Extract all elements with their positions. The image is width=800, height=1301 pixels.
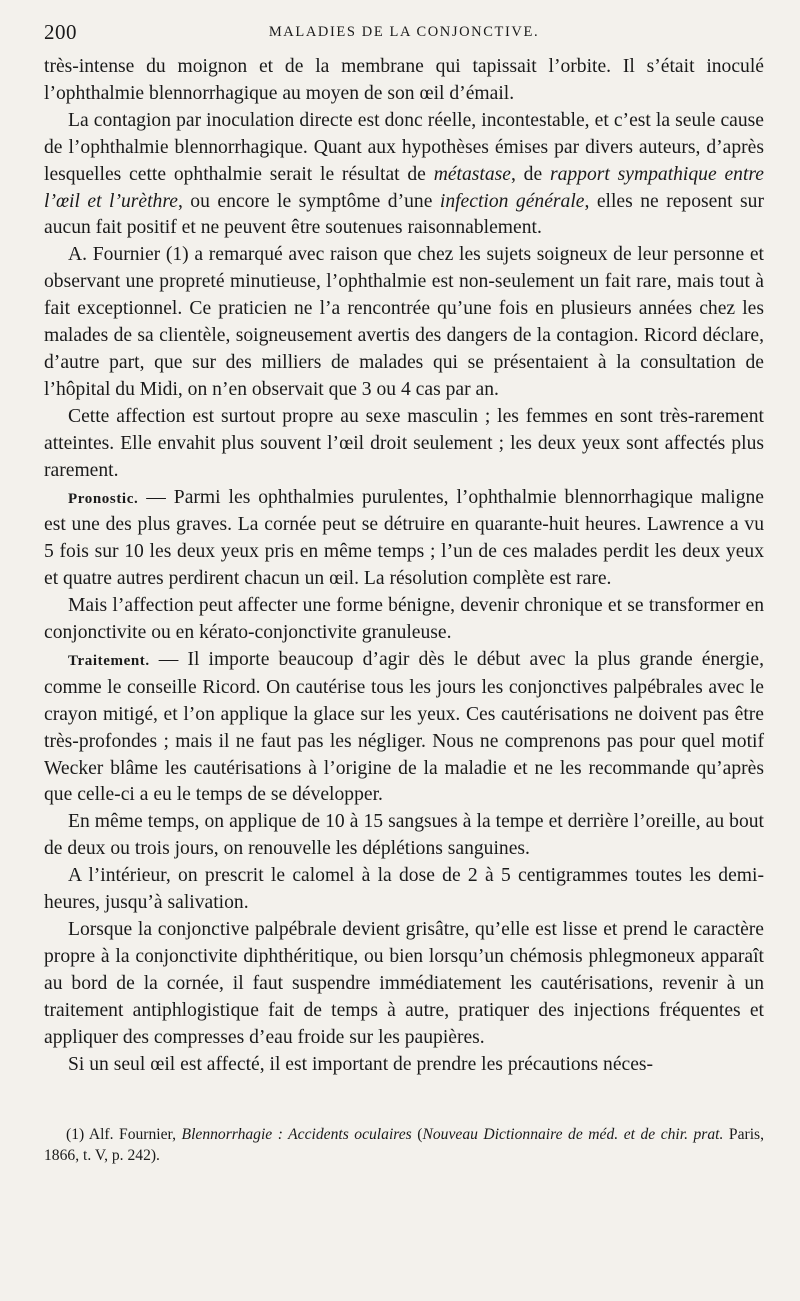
pronostic-heading: Pronostic. [68, 490, 139, 507]
footnote-text-c: Paris, 1866, t. V, p. 242). [44, 1126, 765, 1165]
pronostic-text: — Parmi les ophthalmies purulentes, l’ophthalmie blennorrhagique maligne est une des plus graves. La cornée peut se détruire en quarante-huit heures. Lawrence a vu 5 fois sur 10 les deux yeux pris en même temps ; l’un de ces malades perdit les deux yeux et quatre autres perdirent chacun un œil. La résolution complète est rare. [44, 486, 764, 590]
paragraph-2 [44, 108, 764, 243]
footnote-text-b: ( [411, 1126, 423, 1144]
footnote-italic-title: Blennorrhagie : Accidents oculaires [181, 1126, 412, 1144]
paragraph-2-italic-metastase: métastase [433, 163, 511, 185]
paragraph-2-italic-rapport: rapport sympathique entre l’œil et l’urèthre [44, 163, 764, 212]
paragraph-3: A. Fournier (1) a remarqué avec raison que chez les sujets soigneux de leur personne et observant une propreté minutieuse, l’ophthalmie est non-seulement un fait rare, mais tout à fait exceptionnel. Ce praticien ne l’a rencontrée qu’une fois en plusieurs années chez les malades de sa clientèle, soigneusement avertis des dangers de la contagion. Ricord déclare, d’autre part, que sur des milliers de malades qui se présentaient à la consultation de l’hôpital du Midi, on n’en observait que 3 ou 4 cas par an. [44, 244, 764, 400]
paragraph-2-text-d: , elles ne reposent sur aucun fait positif et ne peuvent être soutenues raisonnablement. [44, 190, 764, 239]
paragraph-2-text-c: , ou encore le symptôme d’une [177, 190, 440, 212]
paragraph-2-text-a: La contagion par inoculation directe est donc réelle, incontestable, et c’est la seule cause de l’ophthalmie blennorrhagique. Quant aux hypothèses émises par divers auteurs, d’après lesquelles cette ophthalmie serait le résultat de [44, 109, 764, 185]
body-text [44, 54, 764, 1078]
footnote [44, 1124, 764, 1166]
page-header [44, 14, 764, 48]
footnote-text-a: (1) Alf. Fournier, [66, 1126, 182, 1144]
paragraph-2-italic-infection: infection générale [439, 190, 585, 212]
paragraph-10: Lorsque la conjonctive palpébrale devient grisâtre, qu’elle est lisse et prend le caractère propre à la conjonctivite diphthéritique, ou bien lorsqu’un chémosis phlegmoneux apparaît au bord de la cornée, il faut suspendre immédiatement les cautérisations, revenir à un traitement antiphlogistique fait de temps à autre, pratiquer des injections fréquentes et appliquer des compresses d’eau froide sur les paupières. [44, 919, 764, 1048]
paragraph-9: A l’intérieur, on prescrit le calomel à la dose de 2 à 5 centigrammes toutes les demi-heures, jusqu’à salivation. [44, 865, 764, 914]
paragraph-1: très-intense du moignon et de la membrane qui tapissait l’orbite. Il s’était inoculé l’ophthalmie blennorrhagique au moyen de son œil d’émail. [44, 56, 764, 104]
traitement-text: — Il importe beaucoup d’agir dès le début avec la plus grande énergie, comme le conseille Ricord. On cautérise tous les jours les conjonctives palpébrales avec le crayon mitigé, et l’on applique la glace sur les yeux. Ces cautérisations ne doivent pas être très-profondes ; mais il ne faut pas les négliger. Nous ne comprenons pas pour quel motif Wecker blâme les cautérisations à l’origine de la maladie et ne les recommande qu’après que celle-ci a eu le temps de se développer. [44, 648, 764, 806]
paragraph-6: Mais l’affection peut affecter une forme bénigne, devenir chronique et se transformer en conjonctivite ou en kérato-conjonctivite granuleuse. [44, 595, 764, 644]
traitement-heading: Traitement. [68, 652, 150, 669]
page-number: 200 [44, 20, 77, 44]
paragraph-4: Cette affection est surtout propre au sexe masculin ; les femmes en sont très-rarement atteintes. Elle envahit plus souvent l’œil droit seulement ; les deux yeux sont affectés plus rarement. [44, 405, 764, 481]
paragraph-pronostic [44, 485, 764, 594]
paragraph-2-text-b: , de [510, 163, 550, 185]
running-head: MALADIES DE LA CONJONCTIVE. [268, 24, 540, 40]
paragraph-8: En même temps, on applique de 10 à 15 sangsues à la tempe et derrière l’oreille, au bout de deux ou trois jours, on renouvelle les déplétions sanguines. [44, 811, 764, 860]
footnote-italic-source: Nouveau Dictionnaire de méd. et de chir. prat. [422, 1126, 724, 1144]
paragraph-11: Si un seul œil est affecté, il est important de prendre les précautions néces- [68, 1053, 654, 1075]
paragraph-traitement [44, 647, 764, 809]
